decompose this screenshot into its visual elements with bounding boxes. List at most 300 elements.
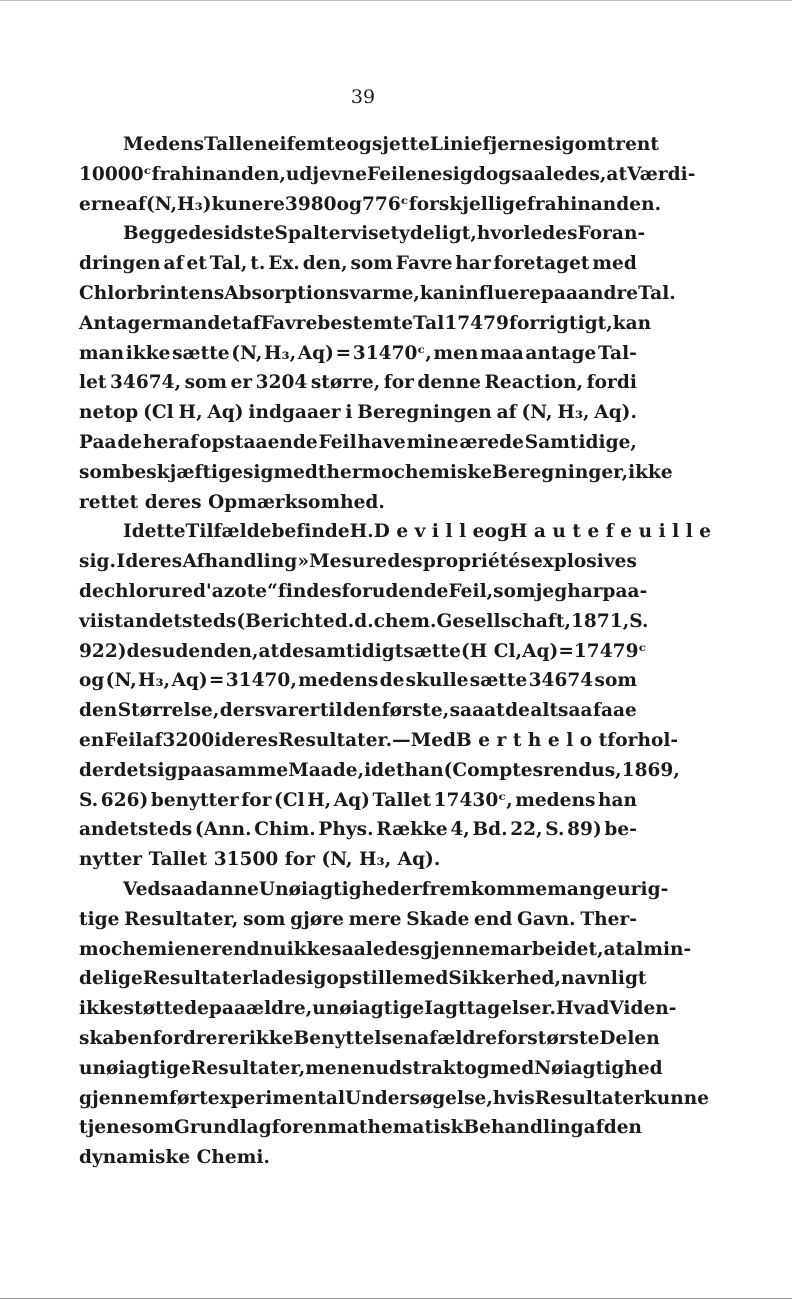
word: Resultater. (278, 729, 393, 751)
text-line (79, 1084, 710, 1114)
word: Tal (413, 312, 445, 334)
word: dringen (79, 253, 161, 275)
text-line (79, 935, 692, 965)
word: Reaction, (484, 372, 584, 394)
word: Gesellschaft, (436, 610, 571, 632)
word: fra (526, 193, 557, 215)
word: H₃, (263, 342, 297, 364)
word: 3980 (284, 193, 337, 215)
text-line (79, 547, 637, 577)
word: man (162, 312, 208, 334)
word: Viden- (609, 998, 677, 1020)
word: Tallet (372, 789, 432, 811)
word: en (79, 729, 105, 751)
word: kan (612, 312, 652, 334)
word: Favre (395, 253, 453, 275)
word: Feilene (367, 163, 443, 185)
word: = (558, 640, 574, 662)
word: Tallene (204, 134, 280, 155)
word: i (279, 134, 287, 155)
word: saadanne (160, 878, 259, 900)
word: bestemte (317, 312, 414, 334)
word: ældre (437, 1027, 498, 1049)
word: altsaa (530, 700, 593, 722)
word: Afhandling (182, 551, 298, 573)
word: første, (381, 700, 450, 722)
word: unøiagtige (79, 1057, 191, 1079)
word: rettet (79, 491, 139, 513)
word: den (603, 1117, 643, 1139)
body-text (79, 130, 712, 1173)
word: for (241, 789, 272, 811)
word: H₃, (137, 670, 171, 692)
word: 1869, (621, 759, 680, 781)
word: H, (307, 789, 332, 811)
word: ikke (248, 1027, 294, 1049)
word: fordrer (152, 1027, 228, 1049)
word: Foran- (577, 223, 646, 245)
word: de (279, 640, 304, 662)
word: viist (79, 610, 124, 632)
word: Række (376, 819, 448, 841)
word: beskjæftige (121, 461, 243, 483)
word: H a u t e f e u i l l e (509, 521, 712, 543)
word: omtrent (574, 134, 659, 155)
word: 34674 (528, 670, 594, 692)
text-line (79, 1143, 637, 1173)
word: til (319, 700, 343, 722)
word: desuden (126, 640, 214, 662)
word: sig (544, 134, 575, 155)
word: største (527, 1027, 600, 1049)
word: kun (211, 193, 252, 215)
text-line (79, 249, 637, 279)
word: tige (79, 908, 120, 930)
word: af (142, 729, 163, 751)
word: (N, (146, 193, 178, 215)
page-number: 39 (350, 86, 376, 108)
word: 1871, (571, 610, 630, 632)
text-line (79, 219, 646, 249)
word: Favre (260, 312, 318, 334)
word: 34674, (109, 372, 182, 394)
word: gjøre (290, 908, 344, 930)
word: nytter (79, 849, 143, 871)
word: i (345, 402, 353, 424)
word: andetsteds (79, 819, 193, 841)
word: de (379, 670, 405, 692)
word: medens (298, 670, 379, 692)
word: 3200 (162, 729, 215, 751)
word: svarer (254, 700, 320, 722)
word: dog (472, 163, 512, 185)
word: sjette (371, 134, 430, 155)
word: Phys. (318, 819, 374, 841)
word: Sikkerhed, (448, 968, 561, 990)
word: = (335, 342, 352, 364)
word: S. (545, 819, 565, 841)
word: kunne (643, 1087, 710, 1109)
word: netop (79, 402, 139, 424)
word: Resultater (142, 968, 252, 990)
word: med (273, 461, 318, 483)
word: experimental (207, 1087, 346, 1109)
word: sætte (172, 342, 230, 364)
word: Feil (318, 431, 357, 453)
word: Antager (79, 312, 163, 334)
word: udjevne (285, 163, 368, 185)
word: rendus, (543, 759, 622, 781)
word: Feil, (448, 580, 494, 602)
word: urig- (617, 878, 669, 900)
text-line (79, 368, 637, 398)
word: ere (251, 193, 285, 215)
word: af (125, 193, 146, 215)
word: mochemien (79, 938, 200, 960)
word: Absorptionsvarme, (224, 282, 420, 304)
word: (Comptes (443, 759, 544, 781)
word: findes (277, 580, 342, 602)
word: faae (592, 700, 637, 722)
top-scan-edge (0, 0, 792, 1)
word: det (113, 759, 148, 781)
word: Størrelse, (117, 700, 220, 722)
word: Aq) (207, 402, 244, 424)
word: men (433, 342, 479, 364)
text-line (79, 309, 652, 339)
word: chlorure (103, 580, 194, 602)
word: Linie (429, 134, 483, 155)
word: og (79, 670, 105, 692)
word: H, (178, 402, 203, 424)
word: explosives (530, 551, 637, 573)
word: Grundlag (173, 1117, 272, 1139)
word: andre (577, 282, 639, 304)
word: dette (131, 521, 186, 543)
word: saaat (449, 700, 505, 722)
word: udstrakt (375, 1057, 465, 1079)
word: endnu (221, 938, 287, 960)
word: benytter (150, 789, 239, 811)
word: hinanden, (181, 163, 286, 185)
word: og (464, 1057, 490, 1079)
word: gjennemarbeidet, (419, 938, 604, 960)
word: og (484, 521, 510, 543)
word: chem. (373, 610, 437, 632)
word: (N, (231, 342, 263, 364)
word: d'azote“ (193, 580, 278, 602)
word: 4, (450, 819, 470, 841)
word: 3204 (255, 372, 308, 394)
word: som (493, 580, 536, 602)
word: paa (208, 998, 246, 1020)
word: tjene (79, 1117, 132, 1139)
word: H. (349, 521, 374, 543)
word: 17479 (444, 312, 509, 334)
word: Opmærksomhed. (208, 491, 385, 513)
word: B e r t h e l o t (456, 729, 608, 751)
word: (Berichte (236, 610, 335, 632)
word: sig (295, 968, 327, 990)
word: forhol- (607, 729, 679, 751)
word: sætte (469, 670, 528, 692)
word: end (474, 908, 513, 930)
word: Beregninger, (492, 461, 629, 483)
word: af (417, 1027, 438, 1049)
word: Hvad (555, 998, 610, 1020)
word: sig. (79, 551, 117, 573)
word: — (392, 729, 411, 751)
word: opstaaende (199, 431, 318, 453)
word: (N, (521, 402, 553, 424)
text-line (79, 905, 637, 935)
word: d. (354, 610, 374, 632)
word: Iagttagelser. (424, 998, 556, 1020)
word: som (131, 1117, 174, 1139)
text-line (79, 964, 647, 994)
word: 10000ᶜ (79, 163, 152, 185)
word: at (258, 640, 280, 662)
word: Gavn. (516, 908, 576, 930)
word: t. (250, 253, 266, 275)
word: de (79, 580, 104, 602)
word: influere (458, 282, 541, 304)
word: en (301, 1117, 328, 1139)
word: foretaget (493, 253, 590, 275)
word: (N, (105, 670, 137, 692)
word: S. (629, 610, 649, 632)
word: saaledes, (511, 163, 607, 185)
word: Maade, (288, 759, 365, 781)
word: gjennemført (79, 1087, 208, 1109)
text-line (79, 160, 696, 190)
word: paa- (602, 580, 648, 602)
word: den (342, 700, 382, 722)
word: sidste (213, 223, 275, 245)
text-line (79, 607, 649, 637)
word: af (496, 402, 517, 424)
word: den, (213, 640, 259, 662)
word: sig (442, 163, 473, 185)
word: H₃) (177, 193, 212, 215)
word: med (592, 253, 637, 275)
word: af (240, 312, 261, 334)
word: erne (79, 193, 126, 215)
word: des (387, 551, 423, 573)
word: Med (410, 729, 457, 751)
word: for (383, 372, 414, 394)
word: H₃, (359, 849, 392, 871)
word: tydeligt, (390, 223, 477, 245)
word: have (357, 431, 406, 453)
word: Aq) (522, 640, 559, 662)
word: unøiagtige (312, 998, 425, 1020)
word: hvorledes (476, 223, 578, 245)
word: vise (350, 223, 391, 245)
word: skulle (405, 670, 469, 692)
word: deres (125, 551, 183, 573)
word: samme (214, 759, 289, 781)
word: foruden (341, 580, 424, 602)
word: Ex. (268, 253, 300, 275)
word: Paa (79, 431, 117, 453)
word: Unøiagtigheder (258, 878, 422, 900)
word: = (208, 670, 225, 692)
word: propriétés (422, 551, 531, 573)
word: hvis (492, 1087, 535, 1109)
word: (Cl (274, 789, 305, 811)
text-line (79, 994, 677, 1024)
word: Resultater (534, 1087, 644, 1109)
text-line (79, 875, 669, 905)
word: af (583, 1117, 604, 1139)
word: Ther- (580, 908, 637, 930)
word: som (594, 670, 637, 692)
word: 922) (79, 640, 127, 662)
word: skaben (79, 1027, 153, 1049)
text-line (79, 815, 637, 845)
word: med (489, 1057, 535, 1079)
word: Spalter (274, 223, 351, 245)
word: som (350, 253, 393, 275)
word: af (163, 253, 184, 275)
text-line (79, 696, 637, 726)
word: fjerne (482, 134, 545, 155)
word: jeg (535, 580, 568, 602)
word: 31470, (225, 670, 297, 692)
word: en (350, 1057, 376, 1079)
word: Chim. (254, 819, 316, 841)
word: mere (348, 908, 402, 930)
word: ikke (79, 998, 124, 1020)
word: hinanden. (556, 193, 662, 215)
text-line (79, 190, 662, 220)
word: rigtigt, (539, 312, 613, 334)
word: heraf (143, 431, 199, 453)
word: Værdi- (627, 163, 696, 185)
word: H₃, (557, 402, 590, 424)
word: ikke (125, 342, 171, 364)
word: de (117, 431, 143, 453)
word: 626) (100, 789, 149, 811)
word: der (79, 759, 114, 781)
word: er (230, 372, 253, 394)
word: Beregningen (357, 402, 492, 424)
word: befinde (271, 521, 350, 543)
word: har (455, 253, 491, 275)
word: fra (151, 163, 182, 185)
word: 17430ᶜ, (433, 789, 513, 811)
word: samtidigt (303, 640, 404, 662)
word: dynamiske (79, 1147, 191, 1169)
word: fordi (586, 372, 637, 394)
word: (Ann. (194, 819, 252, 841)
word: sig (242, 461, 274, 483)
word: (Cl (143, 402, 174, 424)
word: man (79, 342, 125, 364)
word: har (567, 580, 603, 602)
word: Tallet (148, 849, 208, 871)
word: Aq) (333, 789, 370, 811)
word: Tal, (209, 253, 248, 275)
word: for (284, 849, 315, 871)
word: som (79, 461, 122, 483)
text-line (79, 726, 679, 756)
word: ikke (628, 461, 673, 483)
word: støttede (123, 998, 209, 1020)
text-line (79, 398, 637, 428)
word: kan (419, 282, 459, 304)
word: Behandling (463, 1117, 584, 1139)
word: maa (480, 342, 524, 364)
word: Tal- (598, 342, 637, 364)
word: Feil (104, 729, 143, 751)
word: saaledes (331, 938, 420, 960)
word: de (423, 580, 449, 602)
word: antage (525, 342, 597, 364)
word: (N, (321, 849, 353, 871)
word: Delen (599, 1027, 660, 1049)
word: større, (310, 372, 381, 394)
word: D e v i l l e (373, 521, 485, 543)
text-line (79, 517, 712, 547)
word: Resultater, (190, 1057, 306, 1079)
word: han (597, 789, 637, 811)
word: lade (251, 968, 296, 990)
word: 31500 (213, 849, 279, 871)
word: andetsteds (123, 610, 237, 632)
word: den, (302, 253, 348, 275)
text-line (79, 1024, 660, 1054)
word: idet (364, 759, 405, 781)
word: »Mesure (297, 551, 388, 573)
word: S. (79, 789, 99, 811)
word: paa (177, 759, 215, 781)
word: et (186, 253, 207, 275)
word: men (305, 1057, 351, 1079)
word: Undersøgelse, (345, 1087, 493, 1109)
word: 17479ᶜ (573, 640, 647, 662)
word: med (403, 968, 449, 990)
word: det (207, 312, 241, 334)
text-line (79, 637, 647, 667)
text-line (79, 666, 637, 696)
word: er (227, 1027, 249, 1049)
word: for (508, 312, 540, 334)
word: indgaaer (248, 402, 341, 424)
word: mange (547, 878, 618, 900)
word: Tilfælde (185, 521, 272, 543)
word: fremkomme (421, 878, 548, 900)
text-line (79, 1113, 643, 1143)
word: paa (540, 282, 578, 304)
word: 776ᶜ (361, 193, 409, 215)
word: at (606, 163, 628, 185)
word: mathematisk (327, 1117, 464, 1139)
word: 22, (510, 819, 543, 841)
text-line (79, 130, 659, 160)
word: opstille (326, 968, 404, 990)
text-line (79, 339, 637, 369)
word: navnligt (560, 968, 647, 990)
word: 89) (567, 819, 602, 841)
word: Ved (123, 878, 161, 900)
text-line (79, 1054, 663, 1084)
word: delige (79, 968, 143, 990)
word: Bd. (472, 819, 508, 841)
word: sig (147, 759, 178, 781)
word: de (505, 700, 530, 722)
